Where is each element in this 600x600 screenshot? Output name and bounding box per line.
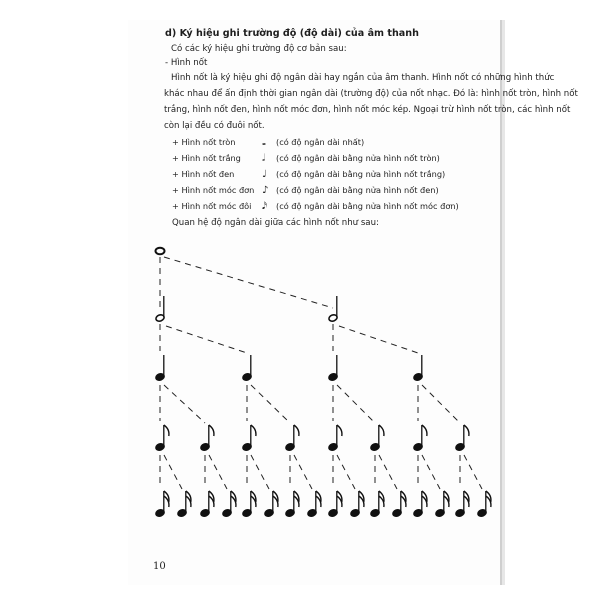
- sixteenth-note-icon: [413, 491, 427, 517]
- bullet-text: - Hình nốt: [165, 58, 208, 68]
- intro-text: Có các ký hiệu ghi trường độ cơ bản sau:: [171, 44, 347, 54]
- sixteenth-note-icon: [392, 491, 406, 517]
- sixteenth-note-icon: [307, 491, 321, 517]
- note-name: + Hình nốt tròn: [172, 137, 236, 147]
- sixteenth-note-icon: [177, 491, 191, 517]
- sixteenth-note-icon: [155, 491, 169, 517]
- dashed-connector: [422, 385, 460, 423]
- half-note-icon: [328, 296, 338, 322]
- sixteenth-note-icon: [328, 491, 342, 517]
- dashed-connector: [294, 455, 312, 489]
- note-name: + Hình nốt đen: [172, 169, 235, 179]
- eighth-note-icon: [328, 425, 342, 451]
- whole-note-icon: [156, 248, 165, 254]
- sixteenth-note-icon: 𝅘𝅥𝅯: [262, 201, 268, 212]
- note-desc: (có độ ngân dài bằng nửa hình nốt trắng): [276, 169, 446, 179]
- dashed-connector: [164, 257, 333, 308]
- sixteenth-note-icon: [435, 491, 449, 517]
- quarter-note-icon: ♩: [262, 169, 267, 180]
- dashed-connector: [251, 385, 290, 423]
- sixteenth-note-icon: [350, 491, 364, 517]
- note-name: + Hình nốt trắng: [172, 153, 241, 163]
- sixteenth-note-icon: [455, 491, 469, 517]
- sixteenth-note-icon: [222, 491, 236, 517]
- sixteenth-note-icon: [242, 491, 256, 517]
- quarter-note-icon: [155, 355, 165, 381]
- paragraph-line: khác nhau để ấn định thời gian ngân dài (trường độ) của nốt nhạc. Đó là: hình nốt tròn, hình nốt: [164, 89, 578, 99]
- dashed-connector: [166, 326, 247, 353]
- dashed-connector: [422, 455, 440, 489]
- dashed-connector: [337, 455, 355, 489]
- dashed-connector: [164, 385, 205, 423]
- note-desc: (có độ ngân dài bằng nửa hình nốt tròn): [276, 153, 440, 163]
- note-name: + Hình nốt móc đơn: [172, 185, 255, 195]
- dashed-connector: [379, 455, 397, 489]
- paragraph-line: Hình nốt là ký hiệu ghi độ ngân dài hay ngắn của âm thanh. Hình nốt có những hình thức: [171, 73, 555, 83]
- note-desc: (có độ ngân dài bằng nửa hình nốt đen): [276, 185, 439, 195]
- paragraph-line: trắng, hình nốt đen, hình nốt móc đơn, hình nốt móc kép. Ngoại trừ hình nốt tròn, các hình nốt: [164, 105, 571, 115]
- sixteenth-note-icon: [285, 491, 299, 517]
- sixteenth-note-icon: [200, 491, 214, 517]
- eighth-note-icon: [370, 425, 384, 451]
- page-number: 10: [153, 561, 166, 572]
- dashed-connector: [464, 455, 482, 489]
- note-desc: (có độ ngân dài nhất): [276, 137, 365, 147]
- eighth-note-icon: [242, 425, 256, 451]
- section-heading: d) Ký hiệu ghi trường độ (độ dài) của âm thanh: [165, 28, 419, 39]
- eighth-note-icon: [285, 425, 299, 451]
- eighth-note-icon: [455, 425, 469, 451]
- eighth-note-icon: [413, 425, 427, 451]
- note-desc: (có độ ngân dài bằng nửa hình nốt móc đơn): [276, 201, 459, 211]
- dashed-connector: [209, 455, 227, 489]
- dashed-connector: [251, 455, 269, 489]
- sixteenth-note-icon: [264, 491, 278, 517]
- eighth-note-icon: [200, 425, 214, 451]
- quarter-note-icon: [413, 355, 423, 381]
- note-name: + Hình nốt móc đôi: [172, 201, 252, 211]
- dashed-connector: [339, 326, 418, 353]
- dashed-connector: [164, 455, 182, 489]
- sixteenth-note-icon: [477, 491, 491, 517]
- eighth-note-icon: [155, 425, 169, 451]
- half-note-icon: [155, 296, 165, 322]
- whole-note-icon: 𝅝: [262, 137, 266, 148]
- sixteenth-note-icon: [370, 491, 384, 517]
- paragraph-line: còn lại đều có đuôi nốt.: [164, 121, 265, 131]
- half-note-icon: 𝅗𝅥: [262, 153, 266, 164]
- dashed-connector: [337, 385, 375, 423]
- eighth-note-icon: ♪: [262, 185, 269, 196]
- quarter-note-icon: [328, 355, 338, 381]
- relation-caption: Quan hệ độ ngân dài giữa các hình nốt như sau:: [172, 218, 379, 228]
- quarter-note-icon: [242, 355, 252, 381]
